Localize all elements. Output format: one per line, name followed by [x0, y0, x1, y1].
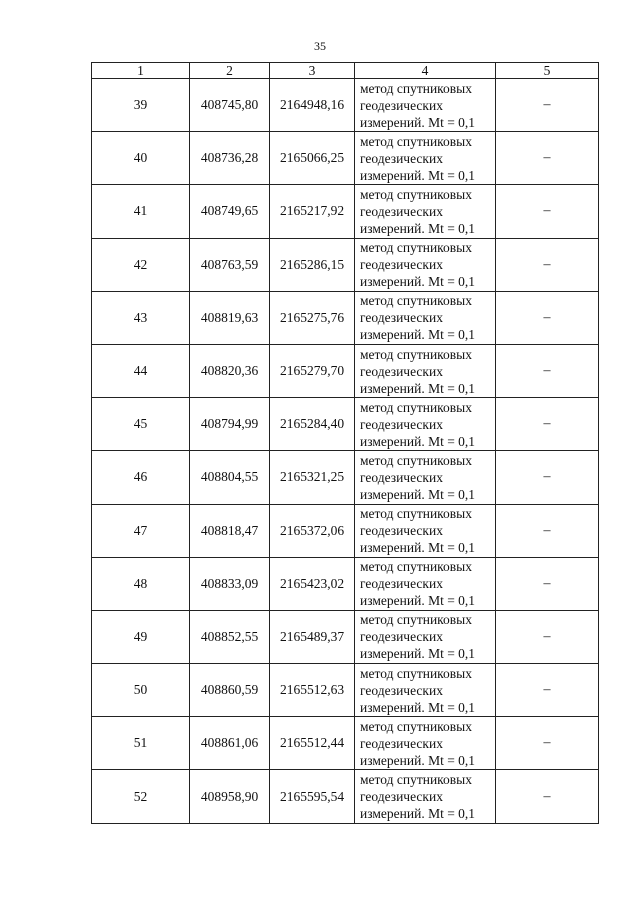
y-coordinate-cell: 2165279,70	[270, 344, 355, 397]
note-cell: –	[496, 770, 599, 823]
x-coordinate-cell: 408794,99	[190, 398, 270, 451]
method-line: геодезических	[360, 735, 443, 751]
y-coordinate-cell: 2165489,37	[270, 610, 355, 663]
method-line: геодезических	[360, 523, 443, 539]
table-header-row	[92, 63, 599, 79]
method-line: геодезических	[360, 310, 443, 326]
point-number-cell: 52	[92, 770, 190, 823]
point-number-cell: 40	[92, 132, 190, 185]
x-coordinate-cell: 408749,65	[190, 185, 270, 238]
table-row	[92, 79, 599, 132]
x-coordinate-cell: 408833,09	[190, 557, 270, 610]
method-line: измерений. Mt = 0,1	[360, 646, 476, 662]
method-line: измерений. Mt = 0,1	[360, 327, 476, 343]
method-line: геодезических	[360, 469, 443, 485]
note-cell: –	[496, 451, 599, 504]
method-line: метод спутниковых	[360, 186, 472, 202]
table-row	[92, 504, 599, 557]
method-cell	[355, 291, 496, 344]
point-number-cell: 45	[92, 398, 190, 451]
table-body	[92, 79, 599, 824]
method-cell	[355, 504, 496, 557]
method-line: геодезических	[360, 363, 443, 379]
note-cell: –	[496, 79, 599, 132]
method-line: метод спутниковых	[360, 399, 472, 415]
note-cell: –	[496, 398, 599, 451]
method-cell	[355, 344, 496, 397]
method-line: метод спутниковых	[360, 452, 472, 468]
x-coordinate-cell: 408818,47	[190, 504, 270, 557]
y-coordinate-cell: 2165423,02	[270, 557, 355, 610]
method-line: геодезических	[360, 789, 443, 805]
method-line: геодезических	[360, 682, 443, 698]
note-cell: –	[496, 504, 599, 557]
point-number-cell: 51	[92, 717, 190, 770]
note-cell: –	[496, 717, 599, 770]
point-number-cell: 43	[92, 291, 190, 344]
point-number-cell: 41	[92, 185, 190, 238]
note-cell: –	[496, 238, 599, 291]
x-coordinate-cell: 408763,59	[190, 238, 270, 291]
method-line: метод спутниковых	[360, 133, 472, 149]
column-header: 5	[496, 63, 599, 79]
method-line: измерений. Mt = 0,1	[360, 540, 476, 556]
x-coordinate-cell: 408820,36	[190, 344, 270, 397]
x-coordinate-cell: 408819,63	[190, 291, 270, 344]
method-line: измерений. Mt = 0,1	[360, 380, 476, 396]
method-line: геодезических	[360, 416, 443, 432]
x-coordinate-cell: 408860,59	[190, 664, 270, 717]
method-line: измерений. Mt = 0,1	[360, 806, 476, 822]
point-number-cell: 46	[92, 451, 190, 504]
y-coordinate-cell: 2165275,76	[270, 291, 355, 344]
y-coordinate-cell: 2165512,44	[270, 717, 355, 770]
y-coordinate-cell: 2164948,16	[270, 79, 355, 132]
table-row	[92, 398, 599, 451]
method-cell	[355, 132, 496, 185]
coordinates-table	[91, 62, 599, 824]
table-row	[92, 238, 599, 291]
y-coordinate-cell: 2165286,15	[270, 238, 355, 291]
method-cell	[355, 717, 496, 770]
method-line: метод спутниковых	[360, 80, 472, 96]
x-coordinate-cell: 408852,55	[190, 610, 270, 663]
method-line: геодезических	[360, 150, 443, 166]
method-line: метод спутниковых	[360, 772, 472, 788]
note-cell: –	[496, 610, 599, 663]
method-cell	[355, 610, 496, 663]
table-row	[92, 717, 599, 770]
x-coordinate-cell: 408861,06	[190, 717, 270, 770]
method-line: измерений. Mt = 0,1	[360, 114, 476, 130]
table-row	[92, 132, 599, 185]
point-number-cell: 47	[92, 504, 190, 557]
x-coordinate-cell: 408745,80	[190, 79, 270, 132]
method-line: измерений. Mt = 0,1	[360, 486, 476, 502]
column-header: 2	[190, 63, 270, 79]
method-line: измерений. Mt = 0,1	[360, 274, 476, 290]
method-line: измерений. Mt = 0,1	[360, 699, 476, 715]
y-coordinate-cell: 2165372,06	[270, 504, 355, 557]
note-cell: –	[496, 664, 599, 717]
point-number-cell: 48	[92, 557, 190, 610]
method-line: измерений. Mt = 0,1	[360, 220, 476, 236]
method-line: геодезических	[360, 576, 443, 592]
table-row	[92, 610, 599, 663]
method-line: метод спутниковых	[360, 346, 472, 362]
x-coordinate-cell: 408958,90	[190, 770, 270, 823]
column-header: 4	[355, 63, 496, 79]
note-cell: –	[496, 344, 599, 397]
method-line: геодезических	[360, 97, 443, 113]
method-line: метод спутниковых	[360, 718, 472, 734]
method-cell	[355, 557, 496, 610]
method-line: геодезических	[360, 257, 443, 273]
y-coordinate-cell: 2165284,40	[270, 398, 355, 451]
method-cell	[355, 398, 496, 451]
y-coordinate-cell: 2165321,25	[270, 451, 355, 504]
method-cell	[355, 770, 496, 823]
table-row	[92, 664, 599, 717]
point-number-cell: 50	[92, 664, 190, 717]
table-row	[92, 185, 599, 238]
method-cell	[355, 451, 496, 504]
table-row	[92, 557, 599, 610]
table-row	[92, 291, 599, 344]
method-line: метод спутниковых	[360, 240, 472, 256]
y-coordinate-cell: 2165512,63	[270, 664, 355, 717]
method-cell	[355, 185, 496, 238]
column-header: 3	[270, 63, 355, 79]
method-line: измерений. Mt = 0,1	[360, 433, 476, 449]
note-cell: –	[496, 132, 599, 185]
point-number-cell: 44	[92, 344, 190, 397]
y-coordinate-cell: 2165217,92	[270, 185, 355, 238]
table-row	[92, 770, 599, 823]
method-line: метод спутниковых	[360, 506, 472, 522]
x-coordinate-cell: 408736,28	[190, 132, 270, 185]
method-line: измерений. Mt = 0,1	[360, 593, 476, 609]
note-cell: –	[496, 557, 599, 610]
method-line: геодезических	[360, 203, 443, 219]
note-cell: –	[496, 291, 599, 344]
method-line: геодезических	[360, 629, 443, 645]
method-line: метод спутниковых	[360, 665, 472, 681]
column-header: 1	[92, 63, 190, 79]
point-number-cell: 42	[92, 238, 190, 291]
method-cell	[355, 79, 496, 132]
x-coordinate-cell: 408804,55	[190, 451, 270, 504]
y-coordinate-cell: 2165595,54	[270, 770, 355, 823]
method-line: метод спутниковых	[360, 293, 472, 309]
table-row	[92, 451, 599, 504]
note-cell: –	[496, 185, 599, 238]
method-line: метод спутниковых	[360, 559, 472, 575]
method-line: измерений. Mt = 0,1	[360, 167, 476, 183]
point-number-cell: 39	[92, 79, 190, 132]
y-coordinate-cell: 2165066,25	[270, 132, 355, 185]
method-line: метод спутниковых	[360, 612, 472, 628]
method-cell	[355, 664, 496, 717]
method-cell	[355, 238, 496, 291]
table-row	[92, 344, 599, 397]
page-number: 35	[314, 39, 326, 53]
method-line: измерений. Mt = 0,1	[360, 752, 476, 768]
point-number-cell: 49	[92, 610, 190, 663]
